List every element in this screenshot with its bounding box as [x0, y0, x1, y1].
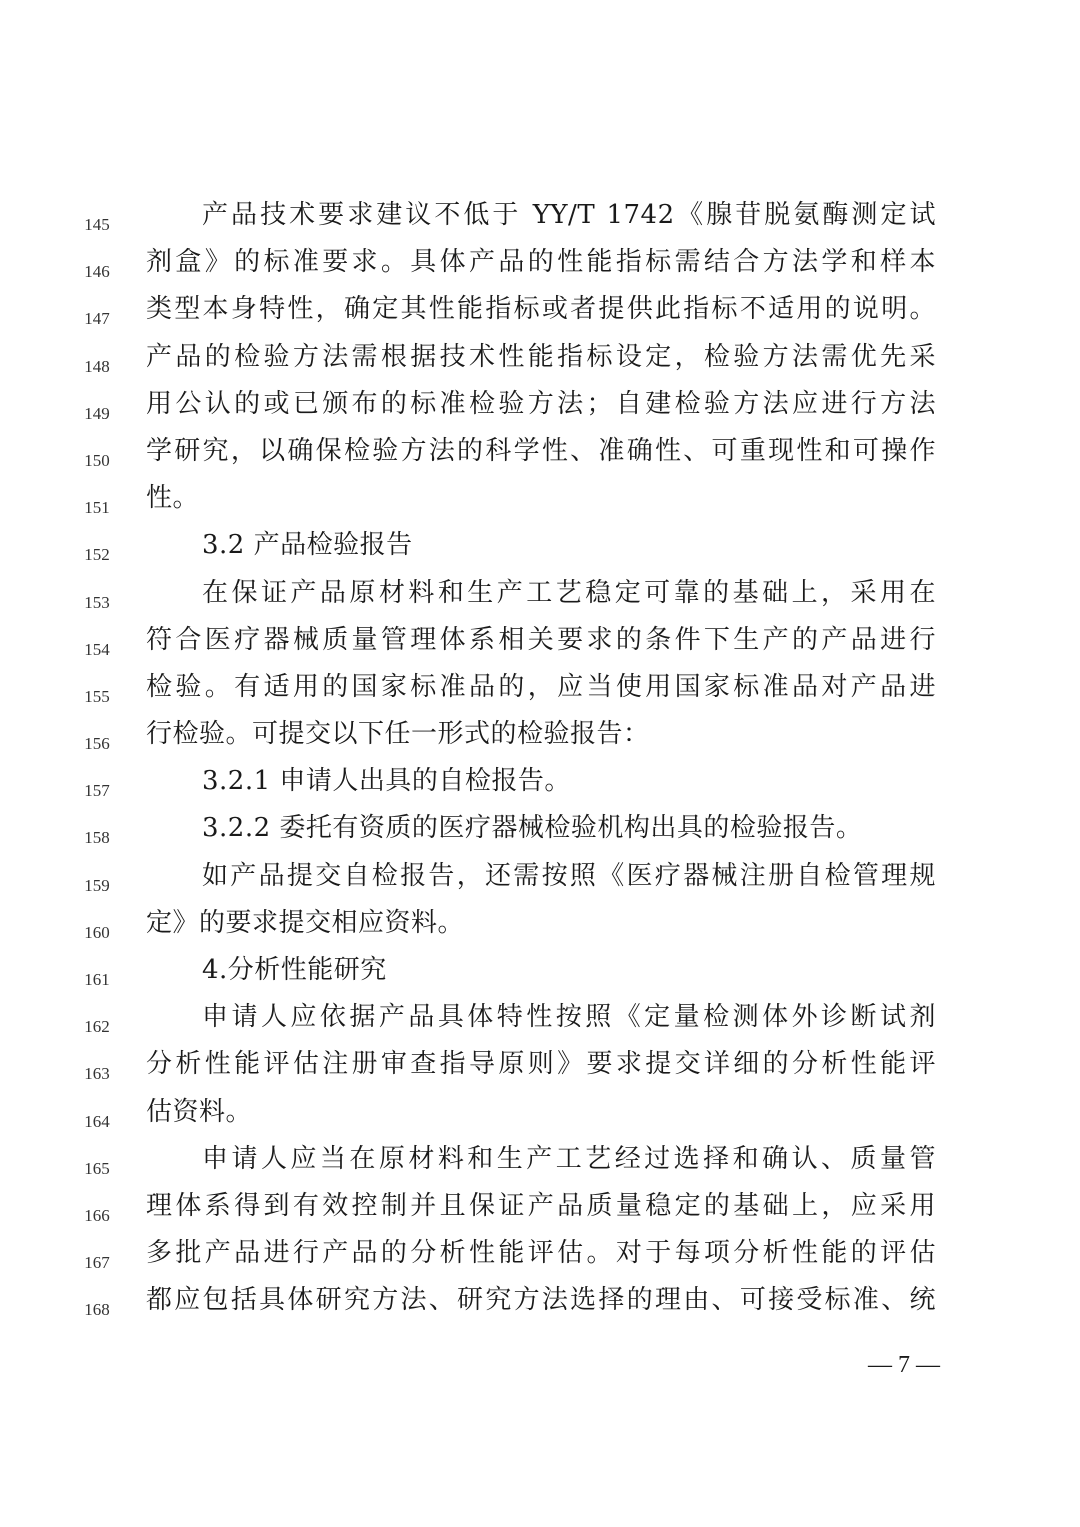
line-text: 多批产品进行产品的分析性能评估。对于每项分析性能的评估 [146, 1238, 936, 1269]
document-line [0, 1231, 1080, 1278]
line-number: 162 [84, 1017, 110, 1037]
line-number: 157 [84, 781, 110, 801]
line-number: 167 [84, 1253, 110, 1273]
line-number: 166 [84, 1205, 110, 1225]
line-number: 155 [84, 686, 110, 706]
document-line [0, 995, 1080, 1042]
document-line [0, 193, 1080, 240]
line-number: 156 [84, 734, 110, 754]
document-line [0, 1278, 1080, 1325]
line-text: 估资料。 [146, 1096, 253, 1127]
document-line [0, 287, 1080, 334]
line-text: 分析性能评估注册审查指导原则》要求提交详细的分析性能评 [146, 1049, 936, 1080]
line-text: 剂盒》的标准要求。具体产品的性能指标需结合方法学和样本 [146, 247, 936, 278]
document-line [0, 854, 1080, 901]
document-line [0, 523, 1080, 570]
document-line [0, 240, 1080, 287]
page-number: — 7 — [868, 1352, 940, 1378]
document-line [0, 476, 1080, 523]
line-text: 行检验。可提交以下任一形式的检验报告： [146, 719, 650, 750]
line-text: 3.2.1 申请人出具的自检报告。 [202, 766, 571, 797]
line-text: 产品的检验方法需根据技术性能指标设定，检验方法需优先采 [146, 341, 936, 372]
document-line [0, 665, 1080, 712]
line-number: 160 [84, 922, 110, 942]
line-number: 145 [84, 215, 110, 234]
line-text: 在保证产品原材料和生产工艺稳定可靠的基础上，采用在 [202, 577, 936, 608]
line-text: 理体系得到有效控制并且保证产品质量稳定的基础上，应采用 [146, 1190, 936, 1221]
line-text: 3.2.2 委托有资质的医疗器械检验机构出具的检验报告。 [202, 813, 863, 844]
document-line [0, 618, 1080, 665]
line-number: 151 [84, 498, 110, 518]
document-line [0, 901, 1080, 948]
line-number: 147 [84, 309, 110, 329]
document-line [0, 429, 1080, 476]
document-line [0, 1090, 1080, 1137]
line-number: 152 [84, 545, 110, 565]
line-number: 168 [84, 1300, 110, 1320]
line-number: 149 [84, 403, 110, 423]
line-number: 163 [84, 1064, 110, 1084]
line-text: 申请人应当在原材料和生产工艺经过选择和确认、质量管 [202, 1143, 936, 1174]
line-text: 都应包括具体研究方法、研究方法选择的理由、可接受标准、统 [146, 1285, 936, 1316]
line-text: 类型本身特性，确定其性能指标或者提供此指标不适用的说明。 [146, 294, 936, 325]
line-number: 153 [84, 592, 110, 612]
line-text: 4.分析性能研究 [202, 955, 387, 985]
line-text: 符合医疗器械质量管理体系相关要求的条件下生产的产品进行 [146, 624, 936, 655]
line-number: 164 [84, 1111, 110, 1131]
line-text: 定》的要求提交相应资料。 [146, 907, 465, 938]
document-line [0, 759, 1080, 806]
line-number: 158 [84, 828, 110, 848]
document-line [0, 571, 1080, 618]
line-text: 申请人应依据产品具体特性按照《定量检测体外诊断试剂 [202, 1002, 936, 1033]
document-line [0, 948, 1080, 995]
line-text: 用公认的或已颁布的标准检验方法；自建检验方法应进行方法 [146, 388, 936, 419]
document-line [0, 1184, 1080, 1231]
line-number: 146 [84, 262, 110, 282]
document-line [0, 335, 1080, 382]
document-line [0, 382, 1080, 429]
document-body [0, 193, 1080, 1326]
line-number: 159 [84, 875, 110, 895]
line-text: 3.2 产品检验报告 [202, 530, 413, 561]
document-line [0, 1137, 1080, 1184]
line-text: 检验。有适用的国家标准品的，应当使用国家标准品对产品进 [146, 671, 936, 702]
line-text: 如产品提交自检报告，还需按照《医疗器械注册自检管理规 [202, 860, 936, 891]
line-number: 150 [84, 450, 110, 470]
line-number: 154 [84, 639, 110, 659]
line-number: 148 [84, 356, 110, 376]
line-number: 161 [84, 970, 110, 989]
document-line [0, 712, 1080, 759]
document-line [0, 1042, 1080, 1089]
line-text: 性。 [146, 483, 200, 514]
line-text: 学研究，以确保检验方法的科学性、准确性、可重现性和可操作 [146, 435, 936, 466]
line-number: 165 [84, 1158, 110, 1178]
document-line [0, 806, 1080, 853]
line-text: 产品技术要求建议不低于 YY/T 1742《腺苷脱氨酶测定试 [202, 200, 936, 230]
